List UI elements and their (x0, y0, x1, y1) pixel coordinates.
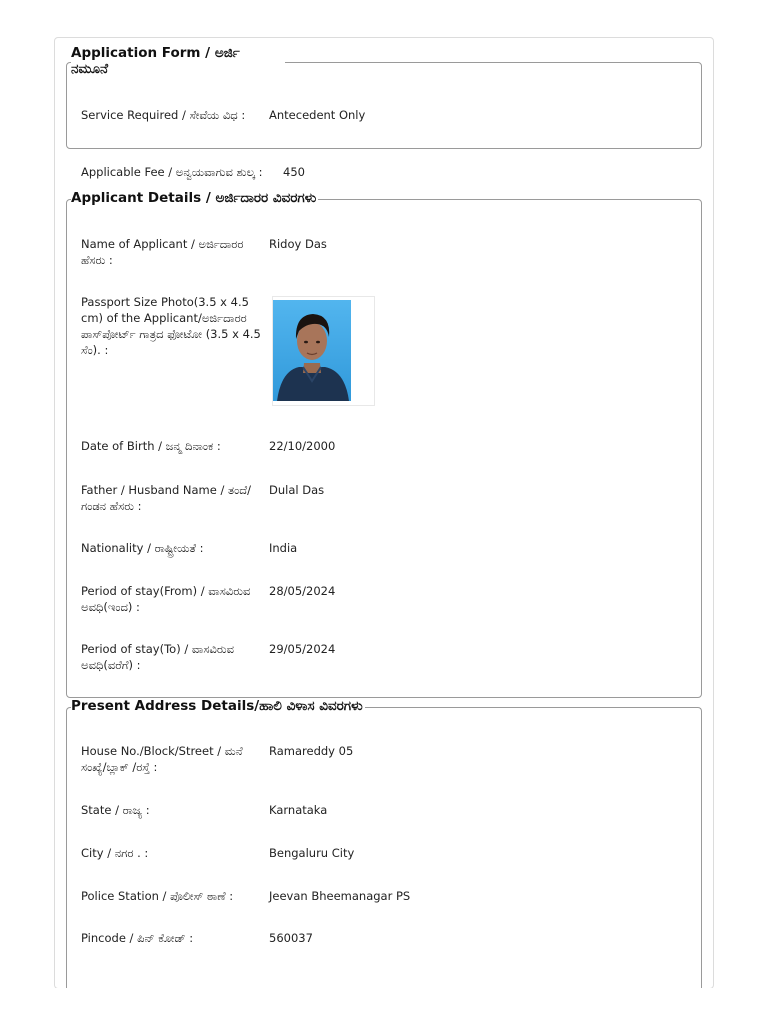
police-station-value: Jeevan Bheemanagar PS (269, 889, 411, 903)
stay-to-label: Period of stay(To) / ವಾಸವಿರುವ ಅವಧಿ(ವರೆಗೆ) : (81, 642, 234, 672)
house-value: Ramareddy 05 (269, 744, 354, 758)
house-label: House No./Block/Street / ಮನೆ ಸಂಖ್ಯೆ/ಬ್ಲಾಕ್ /ರಸ್ತೆ : (81, 744, 243, 774)
applicant-details-heading: Applicant Details / ಅರ್ಜಿದಾರರ ವಿವರಗಳು (71, 190, 317, 206)
applicant-portrait-image (273, 297, 374, 405)
applicable-fee-label: Applicable Fee / ಅನ್ವಯವಾಗುವ ಶುಲ್ಕ : (81, 165, 263, 179)
city-label: City / ನಗರ . : (81, 846, 149, 860)
stay-from-value: 28/05/2024 (269, 584, 336, 598)
stay-from-label: Period of stay(From) / ವಾಸವಿರುವ ಅವಧಿ(ಇಂದ) : (81, 584, 251, 614)
city-value: Bengaluru City (269, 846, 355, 860)
state-label: State / ರಾಜ್ಯ : (81, 803, 150, 817)
pincode-value: 560037 (269, 931, 313, 945)
father-name-label: Father / Husband Name / ತಂದೆ/ಗಂಡನ ಹೆಸರು : (81, 483, 251, 513)
service-required-label: Service Required / ಸೇವೆಯ ವಿಧ : (81, 108, 246, 122)
applicable-fee-value: 450 (283, 165, 305, 179)
applicant-name-label: Name of Applicant / ಅರ್ಜಿದಾರರ ಹೆಸರು : (81, 237, 244, 267)
application-form-title-line1: Application Form / ಅರ್ಜಿ (71, 45, 240, 61)
pincode-label: Pincode / ಪಿನ್ ಕೋಡ್ : (81, 931, 194, 945)
application-form-title-line2: ನಮೂನೆ (71, 61, 109, 77)
dob-label: Date of Birth / ಜನ್ಮ ದಿನಾಂಕ : (81, 439, 221, 453)
present-address-heading: Present Address Details/ಹಾಲಿ ವಿಳಾಸ ವಿವರಗಳು (71, 698, 363, 714)
page-bottom-mask (0, 988, 768, 1024)
state-value: Karnataka (269, 803, 328, 817)
nationality-label: Nationality / ರಾಷ್ಟ್ರೀಯತೆ : (81, 541, 204, 555)
service-required-value: Antecedent Only (269, 108, 366, 122)
dob-value: 22/10/2000 (269, 439, 336, 453)
applicant-photo-label: Passport Size Photo(3.5 x 4.5 cm) of the Applicant/ಅರ್ಜಿದಾರರ ಪಾಸ್‌ಪೋರ್ಟ್ ಗಾತ್ರದ ಫೋಟೋ (3.5 x 4.5 ಸೆಂ). : (81, 295, 261, 357)
stay-to-value: 29/05/2024 (269, 642, 336, 656)
police-station-label: Police Station / ಪೊಲೀಸ್ ಠಾಣೆ : (81, 889, 234, 903)
applicant-photo (272, 296, 375, 406)
nationality-value: India (269, 541, 298, 555)
applicant-name-value: Ridoy Das (269, 237, 327, 251)
father-name-value: Dulal Das (269, 483, 325, 497)
application-form-title (71, 45, 285, 77)
